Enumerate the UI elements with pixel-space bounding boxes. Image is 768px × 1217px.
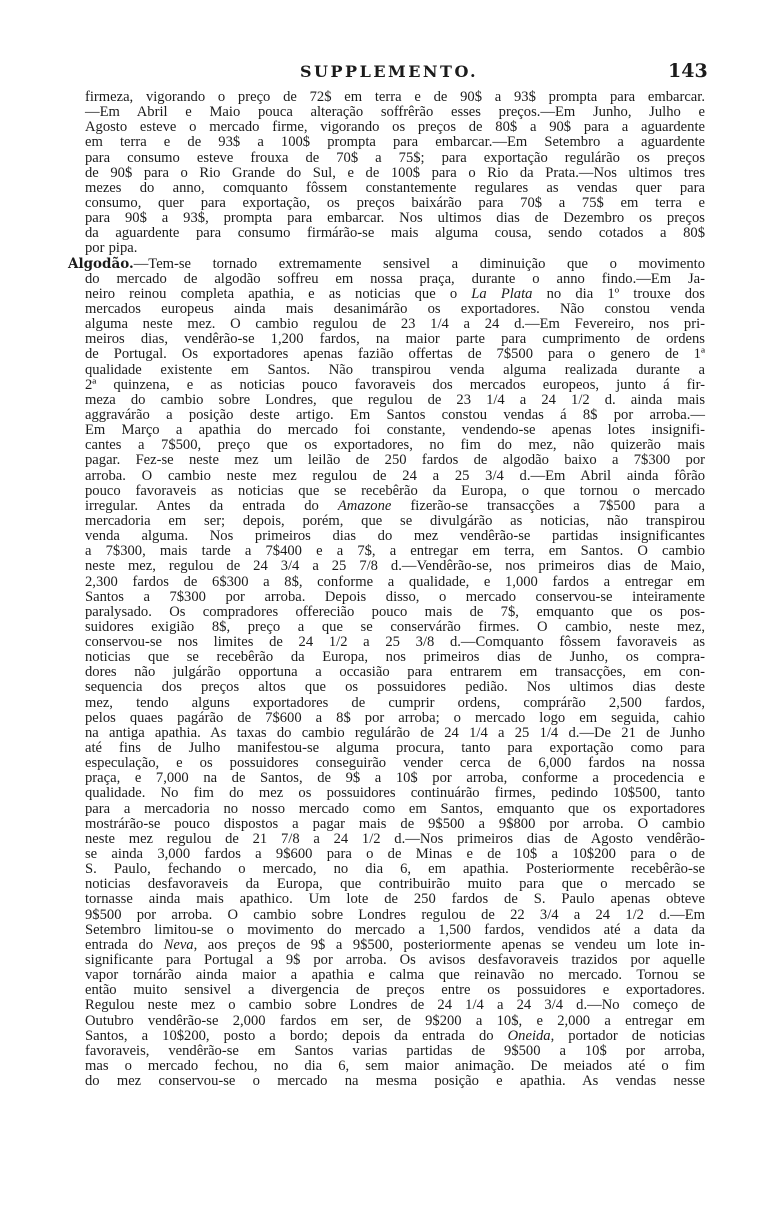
section-heading: Algodão. xyxy=(68,255,134,272)
text-line: neste mez regulou de 21 7/8 a 24 1/2 d.—Nos primeiros dias de Agosto vendêrão- xyxy=(85,830,705,847)
text-line: significante para Portugal a 9$ por arroba. Os avisos desfavoraveis trazidos por aquelle xyxy=(85,952,705,969)
text-line: meza do cambio sobre Londres, que regulou de 23 1/4 a 24 1/2 d. ainda mais xyxy=(85,391,705,408)
text-line: 9$500 por arroba. O cambio sobre Londres regulou de 22 3/4 a 24 1/2 d.—Em xyxy=(85,906,705,923)
text-line: qualidade. No fim do mez os possuidores continuárão firmes, pedindo 10$500, tanto xyxy=(85,785,705,802)
text-line: em terra e de 93$ a 100$ prompta para embarcar.—Em Setembro a aguardente xyxy=(85,134,705,151)
text-line: noticias que se recebêrão da Europa, nos primeiros dias de Junho, os compra- xyxy=(85,649,705,666)
running-header xyxy=(0,62,768,82)
text-line: vapor tornárão ainda maior a apathia e calma que reinavão no mercado. Tornou se xyxy=(85,967,705,984)
text-line: de 90$ para o Rio Grande do Sul, e de 100$ para o Rio da Prata.—Nos ultimos tres xyxy=(85,164,705,181)
text-line: Regulou neste mez o cambio sobre Londres de 24 1/4 a 24 3/4 d.—No começo de xyxy=(85,997,705,1014)
text-line: venda alguma. Nos primeiros dias do mez vendêrão-se partidas insignificantes xyxy=(85,528,705,545)
text-line: se ainda 3,000 fardos a 9$600 para o de Minas e de 10$ a 10$200 para o de xyxy=(85,846,705,863)
text-segment: , aos preços de 9$ a 9$500, posteriormente apenas se vendeu um lote in- xyxy=(193,936,705,953)
text-line: firmeza, vigorando o preço de 72$ em terra e de 90$ a 93$ prompta para embarcar. xyxy=(85,89,705,105)
text-line: do mercado de algodão soffreu em nossa praça, durante o anno findo.—Em Ja- xyxy=(85,270,705,287)
text-line: Santos a 7$300 por arroba. Depois disso, o mercado conservou-se inteiramente xyxy=(85,588,705,605)
text-line: aggravárão a posição deste artigo. Em Santos constou vendas á 8$ por arroba.— xyxy=(85,406,705,423)
text-line: mostrárão-se pouco dispostos a pagar mais de 9$500 a 9$800 por arroba. O cambio xyxy=(85,815,705,832)
paragraph-aguardente xyxy=(85,90,705,257)
text-line: mercadoria em ser; depois, porém, que se divulgárão as noticias, não transpirou xyxy=(85,512,705,529)
text-line: pelos quaes pagárão de 7$600 a 8$ por arroba; o mercado logo em seguida, cahio xyxy=(85,709,705,726)
text-line: Em Março a apathia do mercado foi constante, vendendo-se apenas lotes insignifi- xyxy=(85,422,705,439)
text-segment: entrada do xyxy=(85,936,164,953)
text-line: alguma neste mez. O cambio regulou de 23 1/4 a 24 d.—Em Fevereiro, nos pri- xyxy=(85,316,705,333)
text-line: noticias desfavoraveis da Europa, que contribuirão muito para que o mercado se xyxy=(85,876,705,893)
text-line: favoraveis, vendêrão-se em Santos varias partidas de 9$500 a 10$ por arroba, xyxy=(85,1042,705,1059)
text-line: —Em Abril e Maio pouca alteração soffrêrão esses preços.—Em Junho, Julho e xyxy=(85,104,705,121)
running-title: SUPPLEMENTO. xyxy=(300,62,479,81)
text-line: então muito sensivel a divergencia de preços entre os possuidores e exportadores. xyxy=(85,982,705,999)
text-line: Outubro vendêrão-se 2,000 fardos em ser, de 9$200 a 10$, e 2,000 a entregar em xyxy=(85,1012,705,1029)
text-line: na antiga apathia. As taxas do cambio regulárão de 24 1/4 a 25 1/4 d.—De 21 de Junho xyxy=(85,724,705,741)
article-body xyxy=(68,89,706,1090)
text-segment: , portador de noticias xyxy=(550,1027,706,1044)
text-line: para 90$ a 93$, prompta para embarcar. Nos ultimos dias de Dezembro os preços xyxy=(85,210,705,227)
text-line xyxy=(85,1029,705,1044)
text-line: sequencia dos preços altos que os possuidores pedião. Nos ultimos dias deste xyxy=(85,679,705,696)
text-line xyxy=(68,257,705,272)
text-line: 2,300 fardos de 6$300 a 8$, conforme a qualidade, e 1,000 fardos a entregar em xyxy=(85,573,705,590)
text-line: para a mercadoria no nosso mercado como em Santos, emquanto que os exportadores xyxy=(85,800,705,817)
text-line xyxy=(85,287,705,302)
text-line: qualidade existente em Santos. Não transpirou venda alguma realizada durante a xyxy=(85,361,705,378)
text-line: mas o mercado fechou, no dia 6, sem maior animação. De meiados até o fim xyxy=(85,1058,705,1074)
paragraph-algodao xyxy=(68,255,706,1090)
ship-name: Oneida xyxy=(507,1027,551,1044)
text-line: dores não julgárão opportuna a occasião para entrarem em transacções, em con- xyxy=(85,664,705,681)
text-line: pagar. Fez-se neste mez um leilão de 250 fardos de algodão baixo a 7$300 por xyxy=(85,452,705,469)
text-line: de Portugal. Os exportadores apenas fazião offertas de 7$500 para o genero de 1ª xyxy=(85,346,705,363)
ship-name: Amazone xyxy=(337,497,392,514)
text-line: a 7$300, mais tarde a 7$400 e a 7$, a entregar em terra, em Santos. O cambio xyxy=(85,543,705,560)
text-line: cantes a 7$500, preço que os exportadores, no fim do mez, não quizerão mais xyxy=(85,437,705,454)
text-segment: fizerão-se transacções a 7$500 para a xyxy=(391,497,706,514)
text-segment: Santos, a 10$200, posto a bordo; depois da entrada do xyxy=(85,1027,508,1044)
text-line xyxy=(85,499,705,514)
text-line: suidores exigião 8$, preço a que se conservárão firmes. O cambio, neste mez, xyxy=(85,618,705,635)
text-line: da aguardente para consumo firmárão-se mais alguma cousa, sendo cotados a 80$ xyxy=(85,225,705,242)
text-line: 2ª quinzena, e as noticias pouco favoraveis dos mercados europeos, junto á fir- xyxy=(85,376,705,393)
ship-name: La Plata xyxy=(471,285,533,302)
text-segment: irregular. Antes da entrada do xyxy=(85,497,338,514)
text-line: praça, e 7,000 na de Santos, de 9$ a 10$ por arroba, conforme a procedencia e xyxy=(85,770,705,787)
text-line: até fins de Julho manifestou-se alguma procura, tanto para exportação como para xyxy=(85,740,705,757)
text-line: Setembro limitou-se o movimento do mercado a 1,500 fardos, vendidos até a data da xyxy=(85,921,705,938)
text-line: Agosto esteve o mercado firme, vigorando os preços de 80$ a 90$ para a aguardente xyxy=(85,119,705,136)
text-line: conservou-se nos limites de 24 1/2 a 25 3/8 d.—Comquanto fôssem favoraveis as xyxy=(85,634,705,651)
text-segment: —Tem-se tornado extremamente sensivel a diminuição que o movimento xyxy=(133,255,705,272)
text-line: paralysado. Os compradores offerecião pouco mais de 7$, emquanto que os pos- xyxy=(85,603,705,620)
text-line xyxy=(85,938,705,953)
text-line: arroba. O cambio neste mez regulou de 24 a 25 3/4 d.—Em Abril ainda fôrão xyxy=(85,467,705,484)
text-line: mercados europeus ainda mais desanimárão os exportadores. Não constou venda xyxy=(85,300,705,317)
text-segment: no dia 1º trouxe dos xyxy=(532,285,705,302)
text-line: especulação, e os possuidores conseguirão vender cerca de 6,000 fardos na nossa xyxy=(85,755,705,772)
text-line: tornasse ainda mais apathico. Um lote de 250 fardos de S. Paulo apenas obteve xyxy=(85,891,705,908)
text-line: consumo, quer para exportação, os preços baixárão para 70$ a 75$ em terra e xyxy=(85,194,705,211)
text-line: do mez conservou-se o mercado na mesma posição e apathia. As vendas nesse xyxy=(85,1073,705,1090)
text-line: mezes do anno, comquanto fôssem constantemente regulares as vendas quer para xyxy=(85,179,705,196)
text-line: mez, tendo alguns exportadores de cumprir ordens, comprárão 2,500 fardos, xyxy=(85,694,705,711)
text-segment: neiro reinou completa apathia, e as noticias que o xyxy=(85,285,472,302)
text-line: por pipa. xyxy=(85,240,138,257)
text-line: pouco favoraveis as noticias que se recebêrão da Europa, o que tornou o mercado xyxy=(85,482,705,499)
ship-name: Neva xyxy=(163,936,194,953)
text-line: neste mez, regulou de 24 3/4 a 25 7/8 d.—Vendêrão-se, nos primeiros dias de Maio, xyxy=(85,558,705,575)
text-line: para consumo esteve frouxa de 70$ a 75$; para exportação regulárão os preços xyxy=(85,149,705,166)
text-line: S. Paulo, fechando o mercado, no dia 6, em apathia. Posteriormente recebêrão-se xyxy=(85,861,705,878)
text-line: meiros dias, vendêrão-se 1,200 fardos, na maior parte para cumprimento de ordens xyxy=(85,331,705,348)
page-number: 143 xyxy=(668,60,708,82)
